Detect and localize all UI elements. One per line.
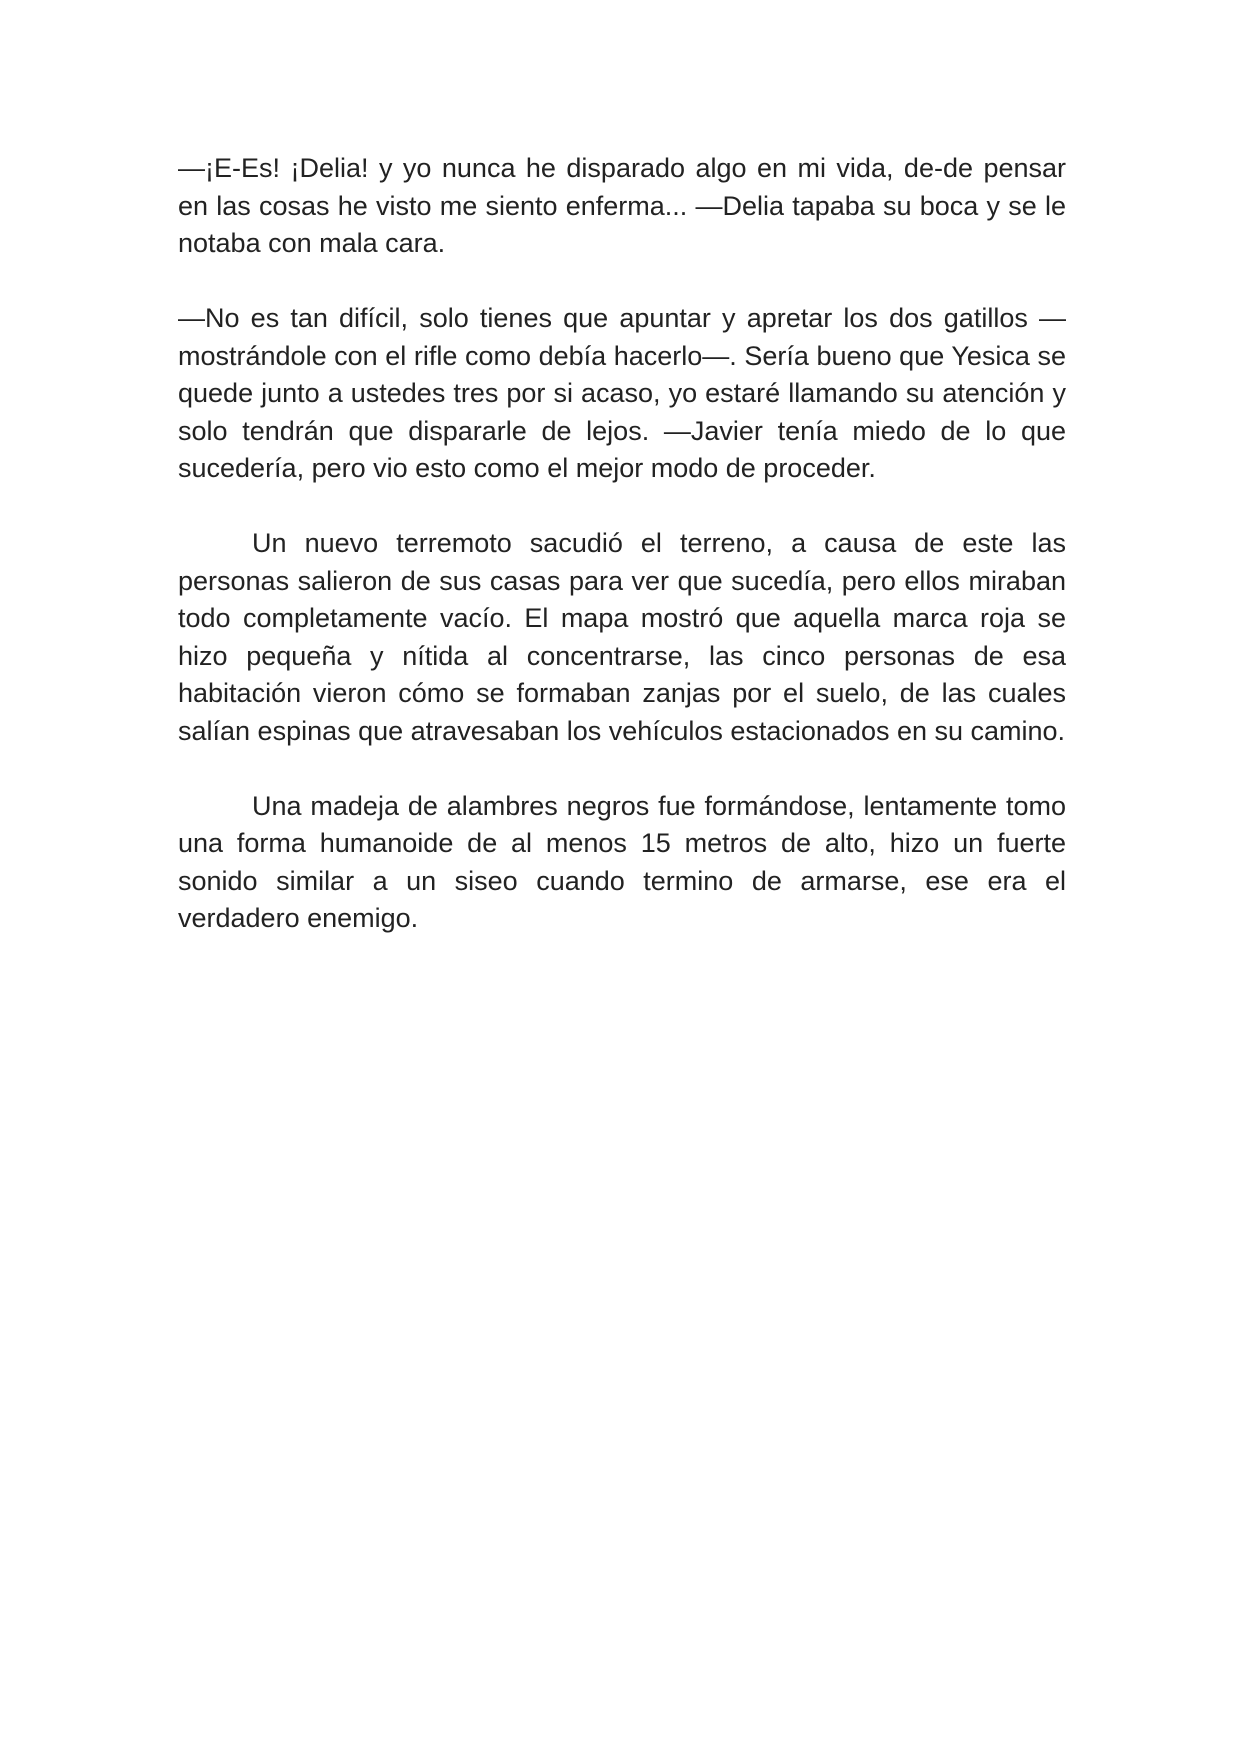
body-text <box>178 150 1066 975</box>
paragraph-2: —No es tan difícil, solo tienes que apuntar y apretar los dos gatillos —mostrándole con el rifle como debía hacerlo—. Sería bueno que Yesica se quede junto a ustedes tres por si acaso, yo estaré llamando su atención y solo tendrán que dispararle de lejos. —Javier tenía miedo de lo que sucedería, pero vio esto como el mejor modo de proceder. <box>178 303 1066 483</box>
paragraph-4: Una madeja de alambres negros fue formándose, lentamente tomo una forma humanoide de al menos 15 metros de alto, hizo un fuerte sonido similar a un siseo cuando termino de armarse, ese era el verdadero enemigo. <box>178 790 1066 933</box>
paragraph-3: Un nuevo terremoto sacudió el terreno, a causa de este las personas salieron de sus casas para ver que sucedía, pero ellos miraban todo completamente vacío. El mapa mostró que aquella marca roja se hizo pequeña y nítida al concentrarse, las cinco personas de esa habitación vieron cómo se formaban zanjas por el suelo, de las cuales salían espinas que atravesaban los vehículos estacionados en su camino. <box>178 528 1066 746</box>
paragraph-1: —¡E-Es! ¡Delia! y yo nunca he disparado algo en mi vida, de-de pensar en las cosas he visto me siento enferma... —Delia tapaba su boca y se le notaba con mala cara. <box>178 153 1066 258</box>
